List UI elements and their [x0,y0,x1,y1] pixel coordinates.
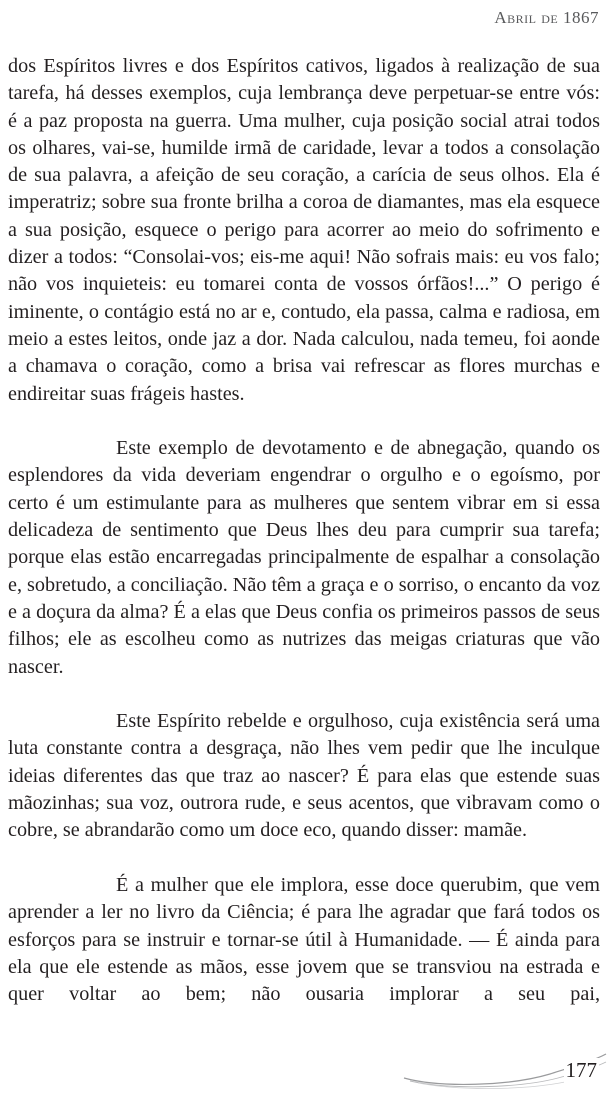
paragraph: dos Espíritos livres e dos Espíritos cativos, ligados à realização de sua tarefa, há desses exemplos, cuja lembrança deve perpetuar-se entre vós: é a paz proposta na guerra. Uma mulher, cuja posição social atrai todos os olhares, vai-se, humilde irmã de caridade, levar a todos a consolação de sua palavra, a afeição de seu coração, a carícia de seus olhos. Ela é imperatriz; sobre sua fronte brilha a coroa de diamantes, mas ela esquece a sua posição, esquece o perigo para acorrer ao meio do sofrimento e dizer a todos: “Consolai-vos; eis-me aqui! Não sofrais mais: eu vos falo; não vos inquieteis: eu tomarei conta de vossos órfãos!...” O perigo é iminente, o contágio está no ar e, contudo, ela passa, calma e radiosa, em meio a estes leitos, onde jaz a dor. Nada calculou, nada temeu, foi aonde a chamava o coração, como a brisa vai refrescar as flores murchas e endireitar suas frágeis hastes. [8,55,600,405]
paragraph: Este exemplo de devotamento e de abnegação, quando os esplendores da vida deveriam engendrar o orgulho e o egoísmo, por certo é um estimulante para as mulheres que sentem vibrar em si essa delicadeza de sentimento que Deus lhes deu para cumprir sua tarefa; porque elas estão encarregadas principalmente de espalhar a consolação e, sobretudo, a conciliação. Não têm a graça e o sorriso, o encanto da voz e a doçura da alma? É a elas que Deus confia os primeiros passos de seus filhos; ele as escolheu como as nutrizes das meigas criaturas que vão nascer. [8,437,600,678]
page-number: 177 [565,1058,597,1082]
body-text [8,53,600,1008]
running-head: Abril de 1867 [494,8,599,27]
paragraph: Este Espírito rebelde e orgulhoso, cuja existência será uma luta constante contra a desgraça, não lhes vem pedir que lhe inculque ideias diferentes das que traz ao nascer? É para elas que estende suas mãozinhas; sua voz, outrora rude, e seus acentos, que vibravam como o cobre, se abrandarão como um doce eco, quando disser: mamãe. [8,710,600,842]
paragraph: É a mulher que ele implora, esse doce querubim, que vem aprender a ler no livro da Ciência; é para lhe agradar que fará todos os esforços para se instruir e tornar-se útil à Humanidade. — É ainda para ela que ele estende as mãos, esse jovem que se transviou na estrada e quer voltar ao bem; não ousaria implorar a seu pai, [8,873,600,1006]
